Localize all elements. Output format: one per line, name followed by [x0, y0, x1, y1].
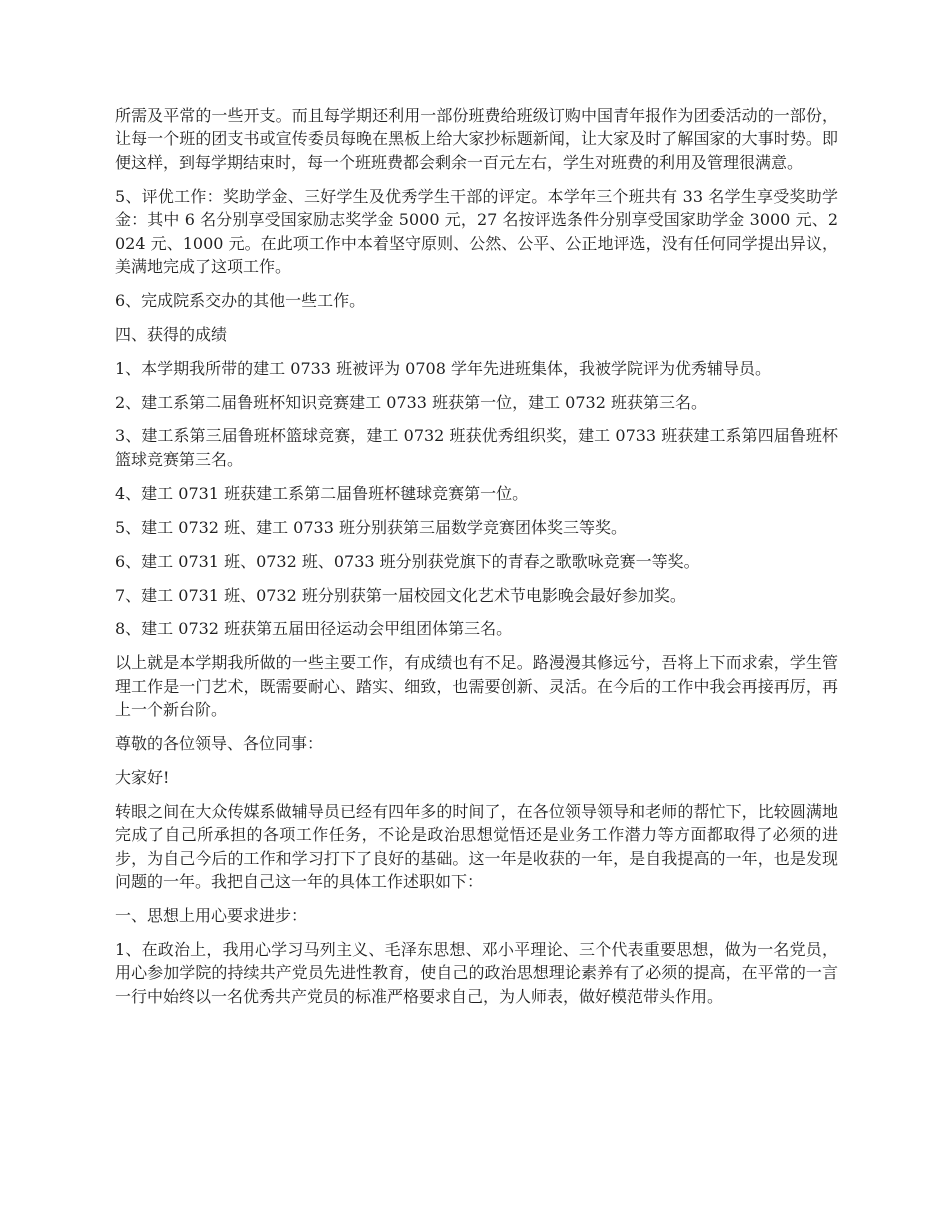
achievement-item-8: 8、建工 0732 班获第五届田径运动会甲组团体第三名。 — [115, 619, 513, 639]
paragraph-politics: 1、在政治上，我用心学习马列主义、毛泽东思想、邓小平理论、三个代表重要思想，做为一名党员，用心参加学院的持续共产党员先进性教育，使自己的政治思想理论素养有了必须的提高，在平常的一言一行中始终以一名优秀共产党员的标准严格要求自己，为人师表，做好模范带头作用。 — [115, 939, 838, 1006]
paragraph-awards-evaluation: 5、评优工作：奖助学金、三好学生及优秀学生干部的评定。本学年三个班共有 33 名学生享受奖助学金：其中 6 名分别享受国家励志奖学金 5000 元，27 名按评选条件分别享受国家助学金 3000 元、2024 元、1000 元。在此项工作中本着坚守原则、公然、公平、公正地评选，没有任何同学提出异议，美满地完成了这项工作。 — [115, 186, 838, 276]
paragraph-introduction: 转眼之间在大众传媒系做辅导员已经有四年多的时间了，在各位领导领导和老师的帮忙下，比较圆满地完成了自己所承担的各项工作任务，不论是政治思想觉悟还是业务工作潜力等方面都取得了必须的进步，为自己今后的工作和学习打下了良好的基础。这一年是收获的一年，是自我提高的一年，也是发现问题的一年。我把自己这一年的具体工作述职如下： — [115, 801, 838, 892]
salutation: 尊敬的各位领导、各位同事： — [115, 734, 324, 754]
achievement-item-7: 7、建工 0731 班、0732 班分别获第一届校园文化艺术节电影晚会最好参加奖。 — [115, 585, 686, 605]
achievement-item-3: 3、建工系第三届鲁班杯篮球竞赛，建工 0732 班获优秀组织奖，建工 0733 班获建工系第四届鲁班杯篮球竞赛第三名。 — [115, 426, 838, 469]
achievement-item-4: 4、建工 0731 班获建工系第二届鲁班杯毽球竞赛第一位。 — [115, 483, 529, 503]
greeting: 大家好! — [115, 767, 170, 787]
achievement-item-1: 1、本学期我所带的建工 0733 班被评为 0708 学年先进班集体，我被学院评为优秀辅导员。 — [115, 358, 771, 378]
paragraph-summary: 以上就是本学期我所做的一些主要工作，有成绩也有不足。路漫漫其修远兮，吾将上下而求索，学生管理工作是一门艺术，既需要耐心、踏实、细致，也需要创新、灵活。在今后的工作中我会再接再厉，再上一个新台阶。 — [115, 653, 838, 720]
paragraph-expenses: 所需及平常的一些开支。而且每学期还利用一部份班费给班级订购中国青年报作为团委活动的一部份，让每一个班的团支书或宣传委员每晚在黑板上给大家抄标题新闻，让大家及时了解国家的大事时势。即便这样，到每学期结束时，每一个班班费都会剩余一百元左右，学生对班费的利用及管理很满意。 — [115, 106, 838, 172]
achievement-item-5: 5、建工 0732 班、建工 0733 班分别获第三届数学竞赛团体奖三等奖。 — [115, 517, 627, 537]
section-heading-achievements: 四、获得的成绩 — [115, 324, 228, 344]
paragraph-other-work: 6、完成院系交办的其他一些工作。 — [115, 290, 366, 310]
achievement-item-2: 2、建工系第二届鲁班杯知识竞赛建工 0733 班获第一位，建工 0732 班获第三名。 — [115, 392, 707, 412]
section-heading-thought: 一、思想上用心要求进步： — [115, 905, 308, 925]
achievement-item-6: 6、建工 0731 班、0732 班、0733 班分别获党旗下的青春之歌歌咏竞赛一等奖。 — [115, 551, 700, 571]
